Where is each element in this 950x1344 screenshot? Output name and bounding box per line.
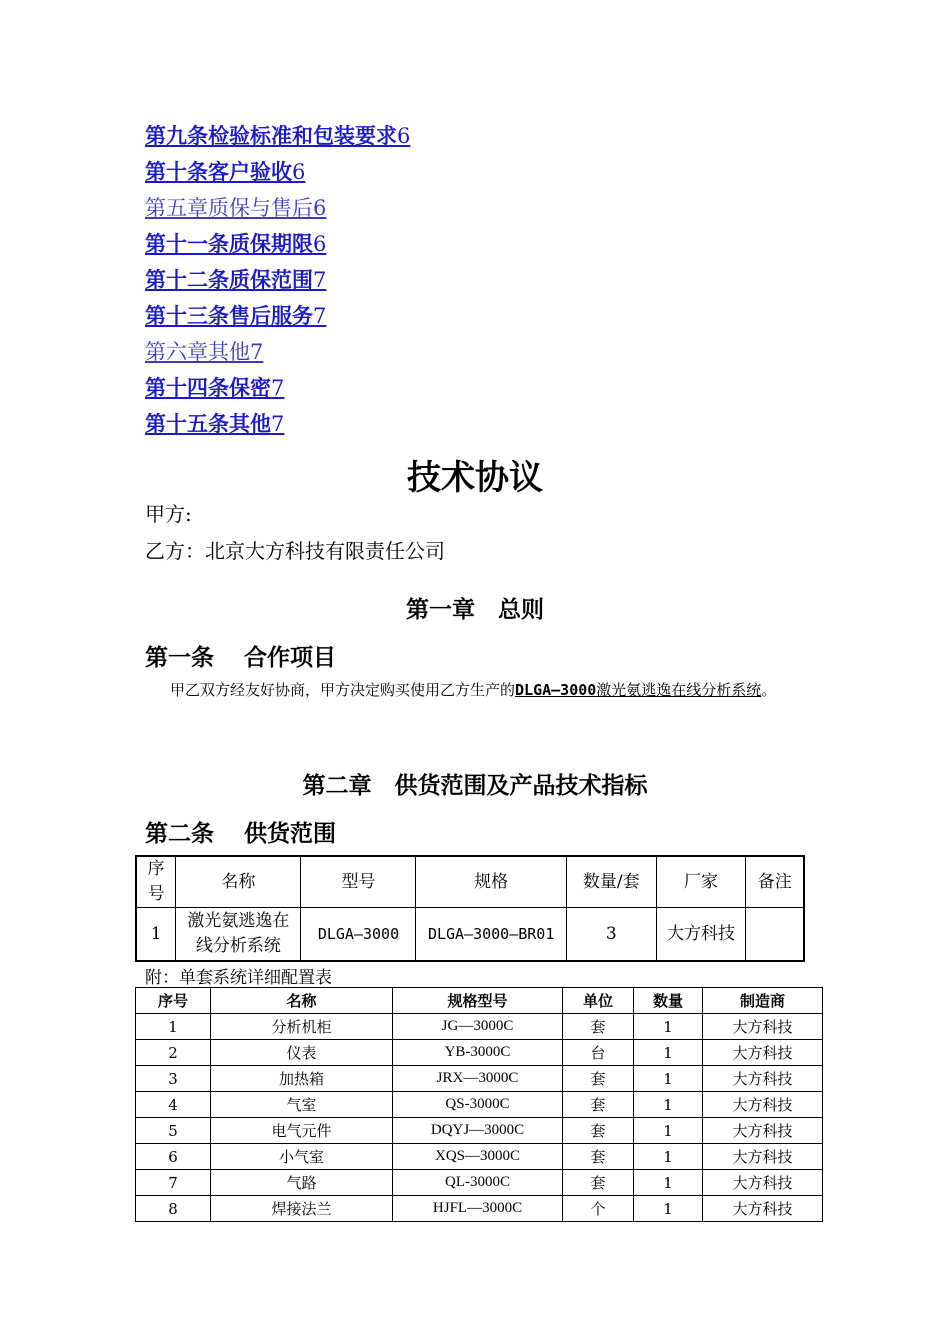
table-cell: 大方科技: [703, 1014, 823, 1040]
table-header-cell: 数量: [634, 988, 703, 1014]
table-row: [136, 1066, 823, 1092]
toc-link[interactable]: 第十条客户验收6: [145, 160, 306, 184]
table-cell: HJFL—3000C: [393, 1196, 563, 1222]
table-cell: 套: [563, 1118, 634, 1144]
chapter-heading: 第一章 总则: [406, 597, 544, 623]
table-cell: 2: [136, 1040, 211, 1066]
table-row: [136, 1092, 823, 1118]
table-cell: 3: [136, 1066, 211, 1092]
table-cell: 台: [563, 1040, 634, 1066]
table-cell: 1: [634, 1066, 703, 1092]
article-title: 合作项目: [244, 645, 336, 671]
table-cell: 1: [136, 908, 176, 962]
table-cell: 8: [136, 1196, 211, 1222]
table-of-contents: [145, 118, 410, 442]
paragraph: [145, 672, 815, 708]
table-cell: 1: [634, 1014, 703, 1040]
model-code: DLGA—3000: [515, 681, 597, 699]
table-row: [136, 1196, 823, 1222]
table-cell: JRX—3000C: [393, 1066, 563, 1092]
toc-link[interactable]: 第十四条保密7: [145, 376, 285, 400]
toc-link[interactable]: 第十五条其他7: [145, 412, 285, 436]
table-header-cell: 序号: [136, 856, 176, 908]
table-cell: 套: [563, 1014, 634, 1040]
table-cell: 焊接法兰: [211, 1196, 393, 1222]
table-header-cell: 规格: [416, 856, 566, 908]
toc-link[interactable]: 第六章其他7: [145, 340, 264, 364]
table-header-cell: 型号: [301, 856, 416, 908]
table-cell: 套: [563, 1092, 634, 1118]
table-cell: [746, 908, 804, 962]
table-cell: 1: [634, 1118, 703, 1144]
table-header-cell: 厂家: [656, 856, 746, 908]
table-cell: 套: [563, 1144, 634, 1170]
document-title: 技术协议: [407, 458, 543, 498]
table-cell: JG—3000C: [393, 1014, 563, 1040]
table-cell: 1: [634, 1040, 703, 1066]
table-cell: 3: [566, 908, 656, 962]
table-cell: 大方科技: [703, 1040, 823, 1066]
table-header-cell: 制造商: [703, 988, 823, 1014]
config-table: [135, 987, 823, 1222]
table-cell: 大方科技: [703, 1066, 823, 1092]
table-cell: 1: [634, 1092, 703, 1118]
table-row: [136, 1118, 823, 1144]
table-cell: XQS—3000C: [393, 1144, 563, 1170]
article-number: 第一条: [145, 645, 214, 671]
party-a: 甲方:: [145, 502, 192, 526]
product-name: [515, 681, 761, 699]
table-header-cell: 单位: [563, 988, 634, 1014]
toc-link[interactable]: 第五章质保与售后6: [145, 196, 327, 220]
table-cell: 激光氨逃逸在线分析系统: [176, 908, 301, 962]
party-b: 乙方：北京大方科技有限责任公司: [145, 539, 445, 563]
table-row: [136, 1040, 823, 1066]
toc-link[interactable]: 第十三条售后服务7: [145, 304, 327, 328]
table-cell: 分析机柜: [211, 1014, 393, 1040]
table-row: [136, 1144, 823, 1170]
table-row: [136, 908, 804, 962]
table-cell: 1: [136, 1014, 211, 1040]
table-cell: 小气室: [211, 1144, 393, 1170]
article-heading: [145, 815, 336, 848]
table-cell: 气路: [211, 1170, 393, 1196]
table-cell: 1: [634, 1144, 703, 1170]
chapter-heading: 第二章 供货范围及产品技术指标: [302, 773, 648, 799]
article-title: 供货范围: [244, 821, 336, 847]
paragraph-end: 。: [761, 681, 777, 699]
table-cell: 套: [563, 1066, 634, 1092]
table-cell: 套: [563, 1170, 634, 1196]
table-header-cell: 名称: [176, 856, 301, 908]
table-header-row: [136, 988, 823, 1014]
table-cell: 加热箱: [211, 1066, 393, 1092]
table-cell: 大方科技: [703, 1170, 823, 1196]
table-header-cell: 名称: [211, 988, 393, 1014]
table-cell: 个: [563, 1196, 634, 1222]
paragraph-text: 甲乙双方经友好协商，甲方决定购买使用乙方生产的: [170, 681, 516, 699]
table-cell: DLGA—3000—BR01: [416, 908, 566, 962]
table-cell: 大方科技: [703, 1196, 823, 1222]
table-cell: 6: [136, 1144, 211, 1170]
toc-link[interactable]: 第十一条质保期限6: [145, 232, 327, 256]
table-cell: 大方科技: [656, 908, 746, 962]
table-cell: 5: [136, 1118, 211, 1144]
supply-table: [135, 855, 805, 962]
table-cell: 大方科技: [703, 1092, 823, 1118]
table-cell: 气室: [211, 1092, 393, 1118]
table-row: [136, 1170, 823, 1196]
table-cell: 4: [136, 1092, 211, 1118]
table-cell: YB-3000C: [393, 1040, 563, 1066]
toc-link[interactable]: 第九条检验标准和包装要求6: [145, 124, 411, 148]
table-cell: 大方科技: [703, 1118, 823, 1144]
table-cell: DQYJ—3000C: [393, 1118, 563, 1144]
appendix-caption: 附：单套系统详细配置表: [145, 968, 332, 988]
table-cell: 7: [136, 1170, 211, 1196]
table-header-cell: 备注: [746, 856, 804, 908]
table-cell: QL-3000C: [393, 1170, 563, 1196]
table-header-cell: 数量/套: [566, 856, 656, 908]
product-label: 激光氨逃逸在线分析系统: [596, 681, 762, 699]
article-heading: [145, 639, 336, 672]
table-header-cell: 序号: [136, 988, 211, 1014]
table-cell: 大方科技: [703, 1144, 823, 1170]
table-header-cell: 规格型号: [393, 988, 563, 1014]
table-cell: QS-3000C: [393, 1092, 563, 1118]
table-cell: 1: [634, 1196, 703, 1222]
table-cell: 电气元件: [211, 1118, 393, 1144]
table-row: [136, 1014, 823, 1040]
table-cell: 1: [634, 1170, 703, 1196]
table-header-row: [136, 856, 804, 908]
table-cell: DLGA—3000: [301, 908, 416, 962]
table-cell: 仪表: [211, 1040, 393, 1066]
article-number: 第二条: [145, 821, 214, 847]
toc-link[interactable]: 第十二条质保范围7: [145, 268, 327, 292]
